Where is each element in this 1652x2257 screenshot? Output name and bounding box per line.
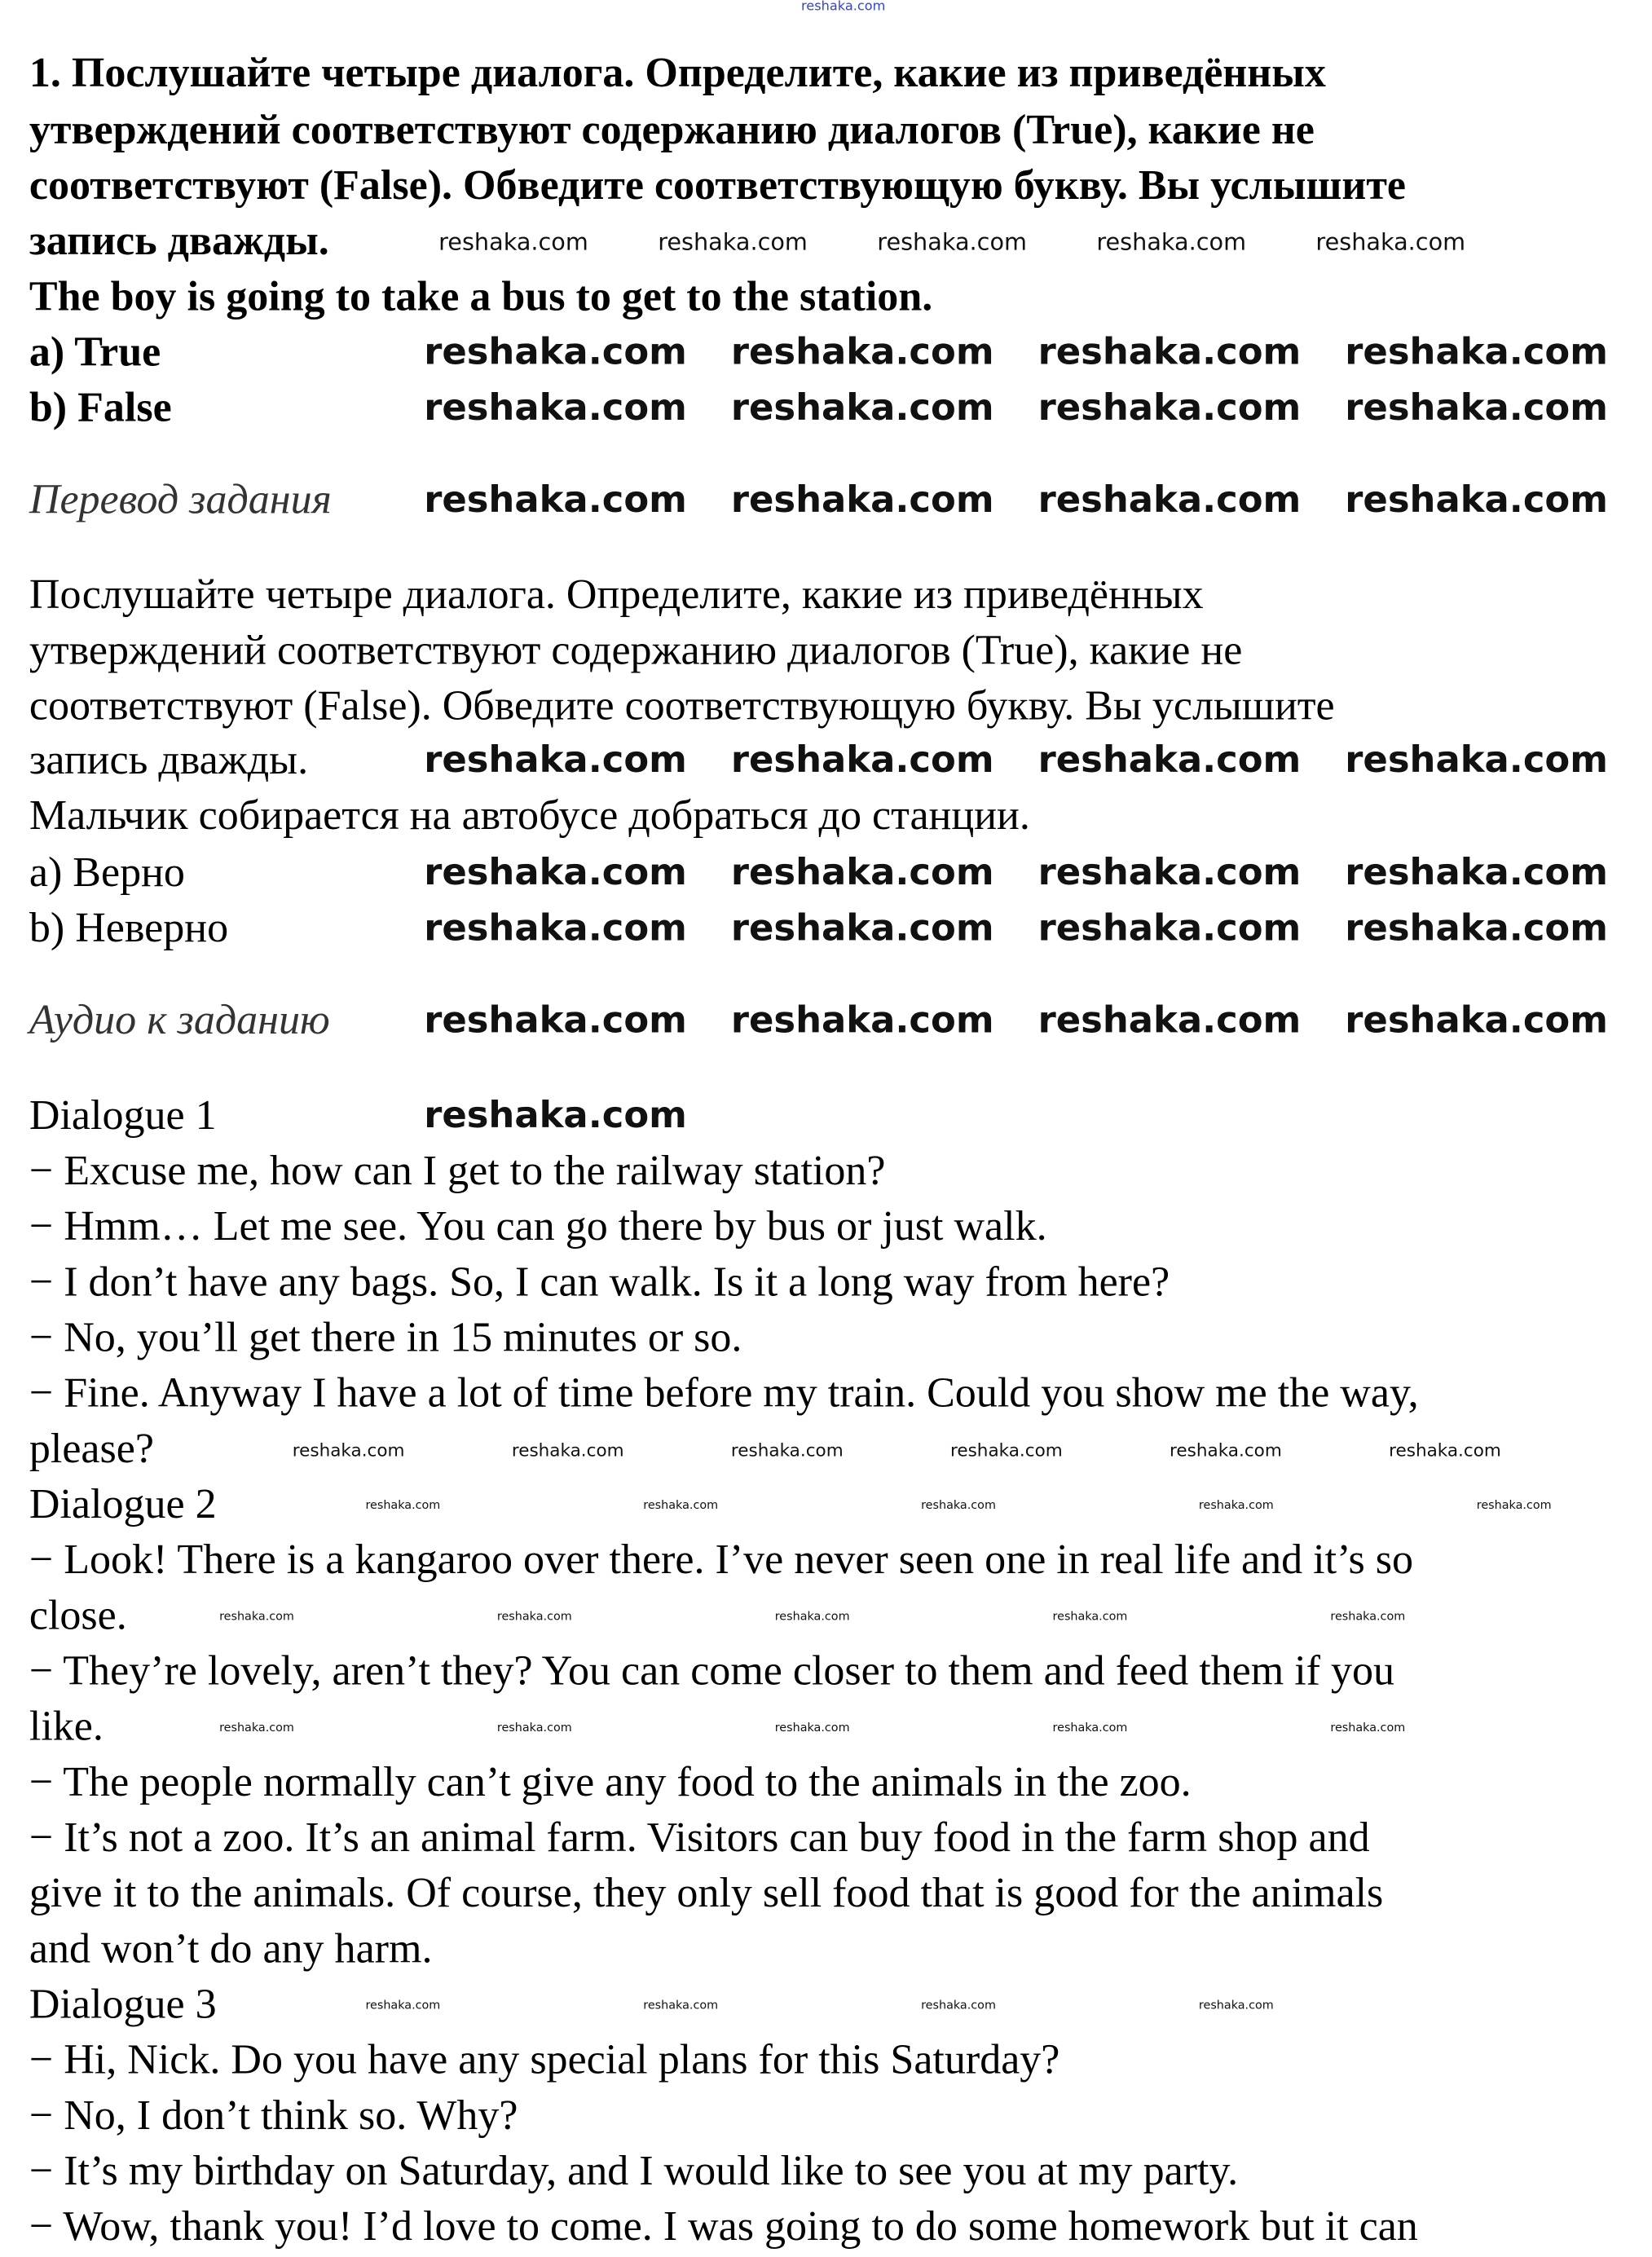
option-a: a) True	[29, 328, 161, 377]
watermark: reshaka.com	[1345, 478, 1608, 521]
watermark: reshaka.com	[730, 738, 994, 781]
dialogue-line: − I don’t have any bags. So, I can walk. Is it a long way from here?	[29, 1259, 1170, 1306]
watermark: reshaka.com	[1037, 330, 1302, 373]
dialogue-heading: Dialogue 2	[29, 1481, 217, 1528]
watermark: reshaka.com	[730, 1439, 844, 1461]
watermark: reshaka.com	[658, 227, 808, 256]
watermark: reshaka.com	[292, 1439, 405, 1461]
translation-statement: Мальчик собирается на автобусе добраться до станции.	[29, 792, 1030, 840]
watermark: reshaka.com	[219, 1609, 294, 1624]
watermark: reshaka.com	[1315, 227, 1466, 256]
task-line: соответствуют (False). Обведите соответствующую букву. Вы услышите	[29, 162, 1406, 209]
dialogue-heading: Dialogue 3	[29, 1981, 217, 2029]
watermark: reshaka.com	[1330, 1721, 1406, 1735]
dialogue-line: − It’s not a zoo. It’s an animal farm. Visitors can buy food in the farm shop and	[29, 1814, 1370, 1862]
task-line: утверждений соответствуют содержанию диалогов (True), какие не	[29, 106, 1315, 154]
watermark: reshaka.com	[1037, 998, 1302, 1042]
watermark: reshaka.com	[1170, 1439, 1282, 1461]
watermark: reshaka.com	[511, 1439, 624, 1461]
watermark: reshaka.com	[1037, 906, 1302, 950]
watermark: reshaka.com	[1345, 998, 1608, 1042]
watermark: reshaka.com	[424, 998, 687, 1042]
watermark: reshaka.com	[730, 906, 994, 950]
dialogue-line: give it to the animals. Of course, they only sell food that is good for the animals	[29, 1870, 1384, 1917]
watermark: reshaka.com	[424, 906, 687, 950]
task-line: 1. Послушайте четыре диалога. Определите, какие из приведённых	[29, 49, 1326, 97]
watermark: reshaka.com	[949, 1439, 1063, 1461]
watermark: reshaka.com	[424, 1093, 687, 1136]
watermark: reshaka.com	[438, 227, 588, 256]
watermark: reshaka.com	[1198, 1498, 1274, 1512]
dialogue-line: close.	[29, 1592, 127, 1639]
watermark: reshaka.com	[496, 1609, 572, 1624]
dialogue-line: − They’re lovely, aren’t they? You can come closer to them and feed them if you	[29, 1647, 1395, 1695]
watermark: reshaka.com	[1198, 1999, 1274, 2012]
dialogue-line: and won’t do any harm.	[29, 1925, 433, 1973]
watermark: reshaka.com	[1345, 330, 1608, 373]
watermark-header: reshaka.com	[801, 0, 886, 15]
watermark: reshaka.com	[424, 738, 687, 781]
dialogue-line: − Hmm… Let me see. You can go there by bus or just walk.	[29, 1203, 1047, 1250]
watermark: reshaka.com	[1037, 738, 1302, 781]
watermark: reshaka.com	[921, 1999, 996, 2012]
task-statement: The boy is going to take a bus to get to the station.	[29, 273, 933, 320]
watermark: reshaka.com	[1330, 1609, 1406, 1624]
watermark: reshaka.com	[424, 386, 687, 429]
watermark: reshaka.com	[1052, 1609, 1128, 1624]
audio-heading: Аудио к заданию	[29, 997, 330, 1044]
dialogue-line: − The people normally can’t give any food to the animals in the zoo.	[29, 1758, 1192, 1806]
watermark: reshaka.com	[1096, 227, 1247, 256]
watermark: reshaka.com	[1052, 1721, 1128, 1735]
watermark: reshaka.com	[496, 1721, 572, 1735]
dialogue-line: − Excuse me, how can I get to the railway station?	[29, 1148, 886, 1195]
translation-line: Послушайте четыре диалога. Определите, какие из приведённых	[29, 571, 1204, 619]
dialogue-line: − Wow, thank you! I’d love to come. I was going to do some homework but it can	[29, 2203, 1418, 2250]
dialogue-line: − Look! There is a kangaroo over there. I’ve never seen one in real life and it’s so	[29, 1536, 1414, 1584]
dialogue-line: − Fine. Anyway I have a lot of time before my train. Could you show me the way,	[29, 1369, 1419, 1417]
translation-option-b: b) Неверно	[29, 905, 229, 952]
dialogue-line: − Hi, Nick. Do you have any special plans for this Saturday?	[29, 2036, 1060, 2084]
watermark: reshaka.com	[219, 1721, 294, 1735]
watermark: reshaka.com	[424, 478, 687, 521]
watermark: reshaka.com	[1037, 386, 1302, 429]
watermark: reshaka.com	[643, 1498, 719, 1512]
translation-line: запись дважды.	[29, 737, 309, 784]
dialogue-heading: Dialogue 1	[29, 1091, 217, 1140]
watermark: reshaka.com	[730, 850, 994, 894]
watermark: reshaka.com	[1037, 478, 1302, 521]
translation-option-a: a) Верно	[29, 849, 185, 897]
watermark: reshaka.com	[365, 1999, 441, 2012]
option-b: b) False	[29, 384, 172, 432]
dialogue-line: − It’s my birthday on Saturday, and I would like to see you at my party.	[29, 2148, 1239, 2195]
dialogue-line: − No, you’ll get there in 15 minutes or so.	[29, 1314, 742, 1362]
watermark: reshaka.com	[365, 1498, 441, 1512]
watermark: reshaka.com	[1345, 386, 1608, 429]
watermark: reshaka.com	[730, 478, 994, 521]
dialogue-line: please?	[29, 1425, 154, 1473]
watermark: reshaka.com	[1037, 850, 1302, 894]
watermark: reshaka.com	[877, 227, 1027, 256]
watermark: reshaka.com	[921, 1498, 996, 1512]
watermark: reshaka.com	[424, 850, 687, 894]
watermark: reshaka.com	[424, 330, 687, 373]
translation-line: соответствуют (False). Обведите соответствующую букву. Вы услышите	[29, 682, 1335, 730]
watermark: reshaka.com	[1345, 738, 1608, 781]
dialogue-line: − No, I don’t think so. Why?	[29, 2092, 518, 2140]
watermark: reshaka.com	[1476, 1498, 1552, 1512]
watermark: reshaka.com	[730, 386, 994, 429]
watermark: reshaka.com	[730, 330, 994, 373]
watermark: reshaka.com	[1345, 906, 1608, 950]
watermark: reshaka.com	[774, 1721, 850, 1735]
translation-heading: Перевод задания	[29, 476, 332, 524]
watermark: reshaka.com	[1345, 850, 1608, 894]
watermark: reshaka.com	[774, 1609, 850, 1624]
watermark: reshaka.com	[1389, 1439, 1501, 1461]
watermark: reshaka.com	[730, 998, 994, 1042]
translation-line: утверждений соответствуют содержанию диалогов (True), какие не	[29, 627, 1243, 674]
task-line: запись дважды.	[29, 218, 329, 265]
dialogue-line: like.	[29, 1703, 104, 1751]
watermark: reshaka.com	[643, 1999, 719, 2012]
